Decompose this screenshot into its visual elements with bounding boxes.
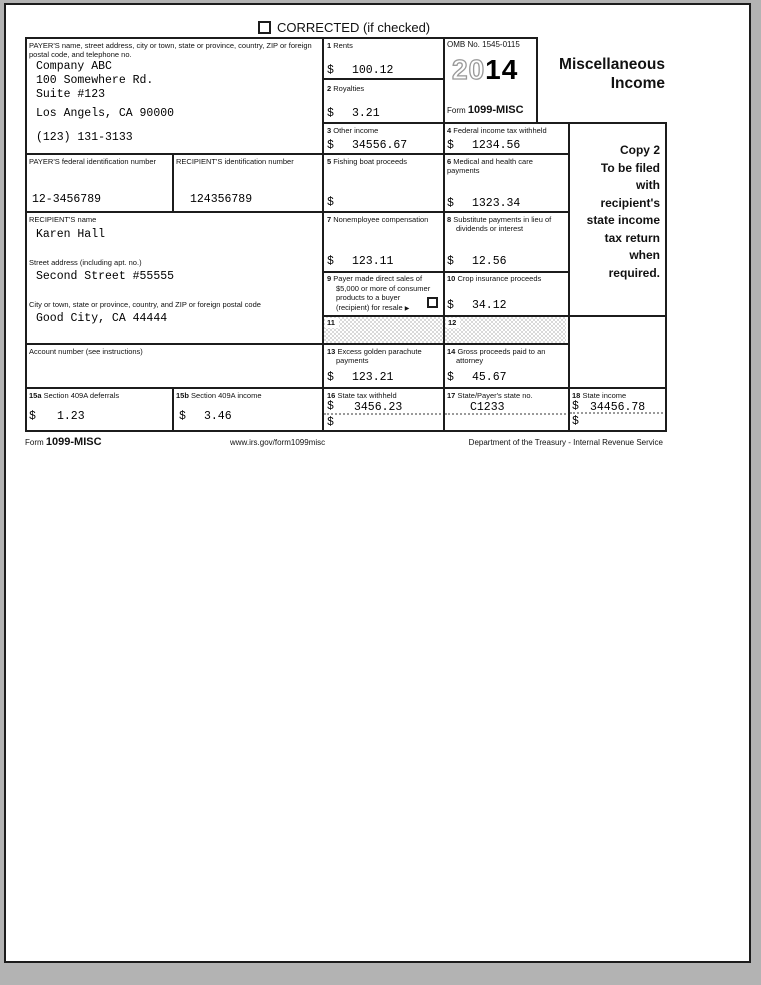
box10-number: 10 (447, 274, 456, 283)
box13-number: 13 (327, 347, 336, 356)
dotted-line (445, 413, 566, 415)
corrected-label: CORRECTED (if checked) (277, 20, 431, 35)
box17-label: 17 State/Payer's state no. (447, 391, 533, 400)
box2-royalties-value[interactable]: 3.21 (352, 107, 380, 120)
payer-name-label: PAYER'S name, street address, city or town, state or province, country, ZIP or foreign postal code, and telephone no. (29, 41, 312, 59)
box14-label: 14 Gross proceeds paid to an attorney (447, 347, 546, 365)
box10-dollar-sign: $ (447, 299, 454, 312)
box15b-income-value[interactable]: 3.46 (204, 410, 232, 423)
box4-fed-tax-withheld-value[interactable]: 1234.56 (472, 139, 521, 152)
box15a-label: 15a Section 409A deferrals (29, 391, 120, 400)
grid-line (25, 343, 568, 345)
box1-dollar-sign: $ (327, 64, 334, 77)
box7-number: 7 (327, 215, 332, 224)
footer-url: www.irs.gov/form1099misc (230, 438, 326, 447)
box16-label: 16 State tax withheld (327, 391, 397, 400)
box1-rents-value[interactable]: 100.12 (352, 64, 394, 77)
corrected-checkbox[interactable] (258, 21, 271, 34)
box8-dollar-sign: $ (447, 255, 454, 268)
box18-number: 18 (572, 391, 581, 400)
box8-substitute-value[interactable]: 12.56 (472, 255, 507, 268)
recipient-id-value[interactable]: 124356789 (190, 193, 253, 206)
box16-state-tax-value[interactable]: 3456.23 (354, 401, 403, 414)
box3-dollar-sign: $ (327, 139, 334, 152)
recipient-city-value[interactable]: Good City, CA 44444 (36, 312, 168, 325)
box3-number: 3 (327, 126, 332, 135)
box7-dollar-sign: $ (327, 255, 334, 268)
box14-dollar-sign: $ (447, 371, 454, 384)
box16-number: 16 (327, 391, 336, 400)
box12-number: 12 (446, 318, 460, 328)
box3-other-income-value[interactable]: 34556.67 (352, 139, 408, 152)
recipient-street-value[interactable]: Second Street #55555 (36, 270, 175, 283)
box13-label: 13 Excess golden parachute payments (327, 347, 422, 365)
box11-number: 11 (325, 318, 339, 328)
box9-arrow-icon: ▶ (404, 305, 410, 312)
box5-dollar-sign: $ (327, 196, 334, 209)
box14-attorney-value[interactable]: 45.67 (472, 371, 507, 384)
box18-dollar-sign: $ (572, 400, 579, 413)
box12-shaded-area (445, 317, 566, 343)
box9-number: 9 (327, 274, 332, 283)
grid-line (25, 153, 568, 155)
box8-number: 8 (447, 215, 452, 224)
box10-crop-value[interactable]: 34.12 (472, 299, 507, 312)
grid-line (25, 430, 665, 432)
recipient-city-label: City or town, state or province, country, and ZIP or foreign postal code (29, 300, 261, 309)
box16-dollar-sign: $ (327, 400, 334, 413)
recipient-name-label: RECIPIENT'S name (29, 215, 97, 224)
dotted-line (570, 412, 663, 414)
box18-label: 18 State income (572, 391, 627, 400)
box7-label: 7 Nonemployee compensation (327, 215, 429, 224)
box18-state-income-value[interactable]: 34456.78 (590, 401, 646, 414)
grid-line (25, 211, 568, 213)
box15a-number: 15a (29, 391, 42, 400)
box13-parachute-value[interactable]: 123.21 (352, 371, 394, 384)
grid-line (322, 37, 324, 432)
box15a-deferrals-value[interactable]: 1.23 (57, 410, 85, 423)
box8-label: 8 Substitute payments in lieu of dividends or interest (447, 215, 552, 233)
box1-number: 1 (327, 41, 332, 50)
box2-number: 2 (327, 84, 332, 93)
box13-dollar-sign: $ (327, 371, 334, 384)
footer-form-number: Form 1099-MISC (25, 436, 102, 448)
grid-line (322, 122, 665, 124)
payer-name-value[interactable]: Company ABC (36, 60, 112, 73)
tax-year-bold: 14 (485, 54, 519, 85)
form-title (540, 55, 665, 93)
omb-number: OMB No. 1545-0115 (447, 40, 520, 49)
box17-number: 17 (447, 391, 456, 400)
grid-line (665, 122, 667, 432)
tax-year (452, 54, 518, 86)
grid-line (172, 153, 174, 211)
box2-dollar-sign: $ (327, 107, 334, 120)
box6-medical-value[interactable]: 1323.34 (472, 197, 521, 210)
grid-line (172, 387, 174, 430)
payer-fed-id-label: PAYER'S federal identification number (29, 157, 157, 166)
account-number-label: Account number (see instructions) (29, 347, 143, 356)
grid-line (322, 78, 443, 80)
recipient-id-label: RECIPIENT'S identification number (176, 157, 294, 166)
payer-address1-value[interactable]: 100 Somewhere Rd. (36, 74, 154, 87)
box11-shaded-area (324, 317, 443, 343)
payer-phone-value[interactable]: (123) 131-3133 (36, 131, 133, 144)
box9-resale-checkbox[interactable] (427, 297, 438, 308)
box10-label: 10 Crop insurance proceeds (447, 274, 542, 283)
box5-label: 5 Fishing boat proceeds (327, 157, 408, 166)
box5-number: 5 (327, 157, 332, 166)
box9-label: 9 Payer made direct sales of $5,000 or more of consumer products to a buyer (recipient) for resale ▶ (327, 274, 431, 312)
box6-dollar-sign: $ (447, 197, 454, 210)
footer-department: Department of the Treasury - Internal Revenue Service (468, 438, 663, 447)
payer-address2-value[interactable]: Suite #123 (36, 88, 106, 101)
box14-number: 14 (447, 347, 456, 356)
grid-line (25, 37, 27, 432)
form-number-block: Form 1099-MISC (447, 104, 524, 116)
box1-label: 1 Rents (327, 41, 353, 50)
grid-line (322, 271, 568, 273)
box17-state-no-value[interactable]: C1233 (470, 401, 505, 414)
copy2-note: Copy 2 To be filed with recipient's state income tax return when required. (586, 143, 660, 280)
box15b-dollar-sign: $ (179, 410, 186, 423)
box18-dollar-sign-2: $ (572, 415, 579, 428)
box6-label: 6 Medical and health care payments (447, 157, 533, 175)
dotted-line (324, 413, 441, 415)
box4-dollar-sign: $ (447, 139, 454, 152)
box15b-label: 15b Section 409A income (176, 391, 262, 400)
box15a-dollar-sign: $ (29, 410, 36, 423)
box15b-number: 15b (176, 391, 189, 400)
grid-line (443, 37, 445, 432)
box4-number: 4 (447, 126, 452, 135)
box16-dollar-sign-2: $ (327, 416, 334, 429)
payer-city-value[interactable]: Los Angels, CA 90000 (36, 107, 175, 120)
box6-number: 6 (447, 157, 452, 166)
grid-line (25, 37, 536, 39)
box2-label: 2 Royalties (327, 84, 365, 93)
box4-label: 4 Federal income tax withheld (447, 126, 547, 135)
form-title-line2: Income (610, 75, 665, 92)
payer-fed-id-value[interactable]: 12-3456789 (32, 193, 102, 206)
box7-nonemployee-value[interactable]: 123.11 (352, 255, 394, 268)
recipient-name-value[interactable]: Karen Hall (36, 228, 106, 241)
recipient-street-label: Street address (including apt. no.) (29, 258, 142, 267)
box3-label: 3 Other income (327, 126, 379, 135)
tax-year-outline: 20 (452, 54, 486, 85)
grid-line (536, 37, 538, 122)
form-title-line1: Miscellaneous (559, 56, 665, 73)
